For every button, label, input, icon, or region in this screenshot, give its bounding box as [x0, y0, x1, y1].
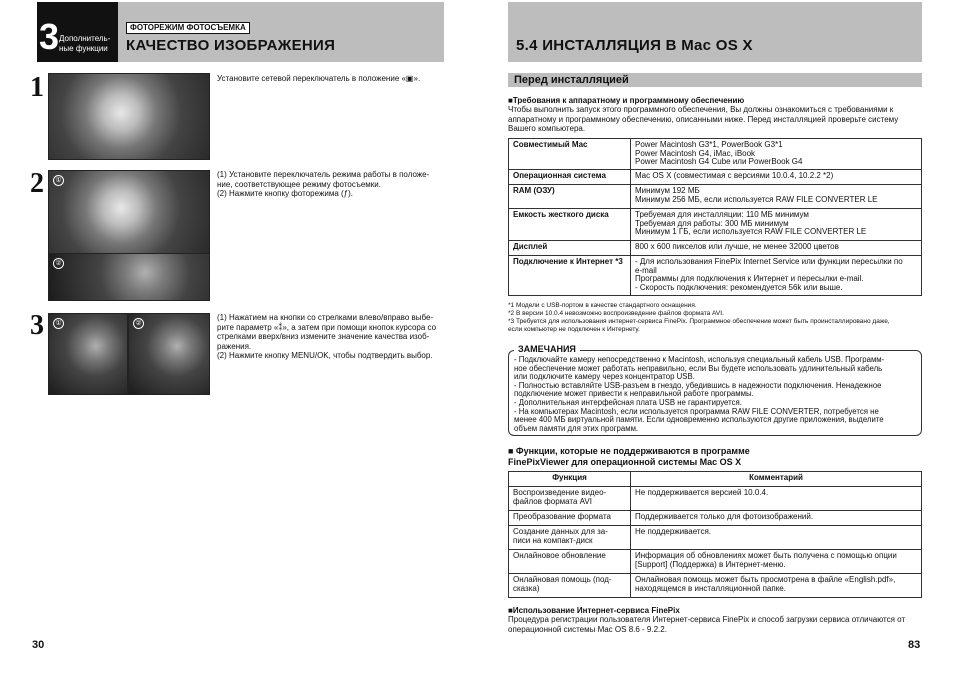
notes-text: - Подключайте камеру непосредственно к Macintosh, используя специальный кабель USB. Программ- ное обеспечение может работать неправильно, если Вы будете использовать удлинительный кабель или подключите камеру через концентратор USB. - Полностью вставляйте USB-разъем в гнездо, убедившись в надежности подключения. Ненадежное подключение может привести к неправильной работе программы. - Дополнительная интерфейсная плата USB не гарантируется. - На компьютерах Macintosh, если используется программа RAW FILE CONVERTER, потребуется не менее 400 МБ виртуальной памяти. Если одновременно используются другие приложения, выделите объем памяти для этих программ. [514, 355, 885, 433]
spec-key: Дисплей [509, 241, 631, 256]
spec-value: - Для использования FinePix Internet Service или функции пересылки по e-mail Программы для подключения к Интернет и пересылки e-mail. - Скорость подключения: рекомендуется 56k или выше. [631, 256, 922, 296]
page-number-right: 83 [908, 639, 921, 651]
chapter-number: 3 [39, 16, 60, 57]
table-row [509, 487, 922, 511]
spec-key: Совместимый Mac [509, 139, 631, 170]
requirements-table [508, 138, 922, 296]
spec-key: Подключение к Интернет *3 [509, 256, 631, 296]
functions-table [508, 471, 922, 598]
spec-key: RAM (ОЗУ) [509, 185, 631, 209]
footnotes: *1 Модели с USB-портом в качестве стандартного оснащения. *2 В версии 10.0.4 невозможно воспроизведение файлов формата AVI. *3 Требуется для использования интернет-сервиса FinePix. Программное обеспечение может быть проинсталлировано даже, если компьютер не подключен к Интернету. [508, 302, 890, 333]
step-2-text: (1) Установите переключатель режима работы в положе- ние, соответствующее режиму фотосъемки. (2) Нажмите кнопку фоторежима (ƒ). [217, 170, 430, 199]
finepix-heading: ■Использование Интернет-сервиса FinePix [508, 606, 680, 615]
step-number-3: 3 [30, 310, 44, 341]
notes-title: ЗАМЕЧАНИЯ [514, 344, 580, 354]
function-cell: Воспроизведение видео- файлов формата AVI [509, 487, 631, 511]
spec-value: 800 x 600 пикселов или лучше, не менее 32000 цветов [631, 241, 922, 256]
table-row [509, 170, 922, 185]
spec-value: Требуемая для инсталляции: 110 МБ минимум Требуемая для работы: 300 МБ минимум Минимум 1 ГБ, если используется RAW FILE CONVERTER LE [631, 209, 922, 241]
step-number-1: 1 [30, 72, 44, 103]
spec-value: Минимум 192 МБ Минимум 256 МБ, если используется RAW FILE CONVERTER LE [631, 185, 922, 209]
table-row [509, 185, 922, 209]
spec-value: Power Macintosh G3*1, PowerBook G3*1 Power Macintosh G4, iMac, iBook Power Macintosh G4 Cube или PowerBook G4 [631, 139, 922, 170]
table-header-row [509, 472, 922, 487]
step-1-text: Установите сетевой переключатель в положение «▣». [217, 74, 421, 83]
step-3-text: (1) Нажатием на кнопки со стрелками влево/вправо выбе- рите параметр «⁑», а затем при помощи кнопок курсора со стрелками вверх/вниз измените значение качества изоб- ражения. (2) Нажмите кнопку MENU/OK, чтобы подтвердить выбор. [217, 313, 437, 361]
comment-cell: Информация об обновлениях может быть получена с помощью опции [Support] (Поддержка) в Интернет-меню. [631, 550, 922, 574]
table-row [509, 209, 922, 241]
functions-heading: ■ Функции, которые не поддерживаются в программе FinePixViewer для операционной системы Mac OS X [508, 446, 750, 467]
column-header: Комментарий [631, 472, 922, 487]
comment-cell: Поддерживается только для фотоизображений. [631, 511, 922, 526]
page-number-left: 30 [32, 639, 45, 651]
spec-key: Емкость жесткого диска [509, 209, 631, 241]
column-header: Функция [509, 472, 631, 487]
table-row [509, 256, 922, 296]
marker-2: ② [53, 258, 64, 269]
comment-cell: Не поддерживается. [631, 526, 922, 550]
spec-key: Операционная система [509, 170, 631, 185]
table-row [509, 241, 922, 256]
cursor-keys-photo [48, 313, 128, 395]
camera-dial-photo [48, 73, 210, 160]
table-row [509, 139, 922, 170]
menu-ok-photo [128, 313, 210, 395]
function-cell: Онлайновое обновление [509, 550, 631, 574]
marker-1: ① [53, 175, 64, 186]
table-row [509, 574, 922, 598]
section-bar [508, 73, 922, 87]
mode-dial-photo [48, 170, 210, 254]
chapter-label: Дополнитель- ные функции [59, 34, 111, 53]
function-cell: Онлайновая помощь (под- сказка) [509, 574, 631, 598]
mode-tab: ФОТОРЕЖИМ ФОТОСЪЕМКА [126, 22, 250, 34]
table-row [509, 550, 922, 574]
page-title-left: КАЧЕСТВО ИЗОБРАЖЕНИЯ [126, 37, 336, 54]
table-row [509, 526, 922, 550]
marker-1: ① [53, 318, 64, 329]
chapter-badge [37, 2, 118, 62]
comment-cell: Онлайновая помощь может быть просмотрена в файле «English.pdf», находящемся в инсталляционной папке. [631, 574, 922, 598]
step-number-2: 2 [30, 168, 44, 199]
table-row [509, 511, 922, 526]
marker-2: ② [133, 318, 144, 329]
function-cell: Преобразование формата [509, 511, 631, 526]
finepix-text: Процедура регистрации пользователя Интернет-сервиса FinePix и способ загрузки сервиса отличаются от операционной системы Mac OS 8.6 - 9.2.2. [508, 615, 906, 634]
comment-cell: Не поддерживается версией 10.0.4. [631, 487, 922, 511]
photo-button-photo [48, 253, 210, 301]
requirements-heading: ■Требования к аппаратному и программному обеспечению [508, 96, 745, 105]
page-title-right: 5.4 ИНСТАЛЛЯЦИЯ В Mac OS X [516, 37, 753, 54]
section-title: Перед инсталляцией [514, 74, 629, 86]
function-cell: Создание данных для за- писи на компакт-диск [509, 526, 631, 550]
requirements-text: Чтобы выполнить запуск этого программного обеспечения, Вы должны ознакомиться с требованиями к аппаратному и программному обеспечению, описанными ниже. Перед инсталляцией проверьте систему Вашего компьютера. [508, 105, 899, 134]
spec-value: Mac OS X (совместимая с версиями 10.0.4, 10.2.2 *2) [631, 170, 922, 185]
